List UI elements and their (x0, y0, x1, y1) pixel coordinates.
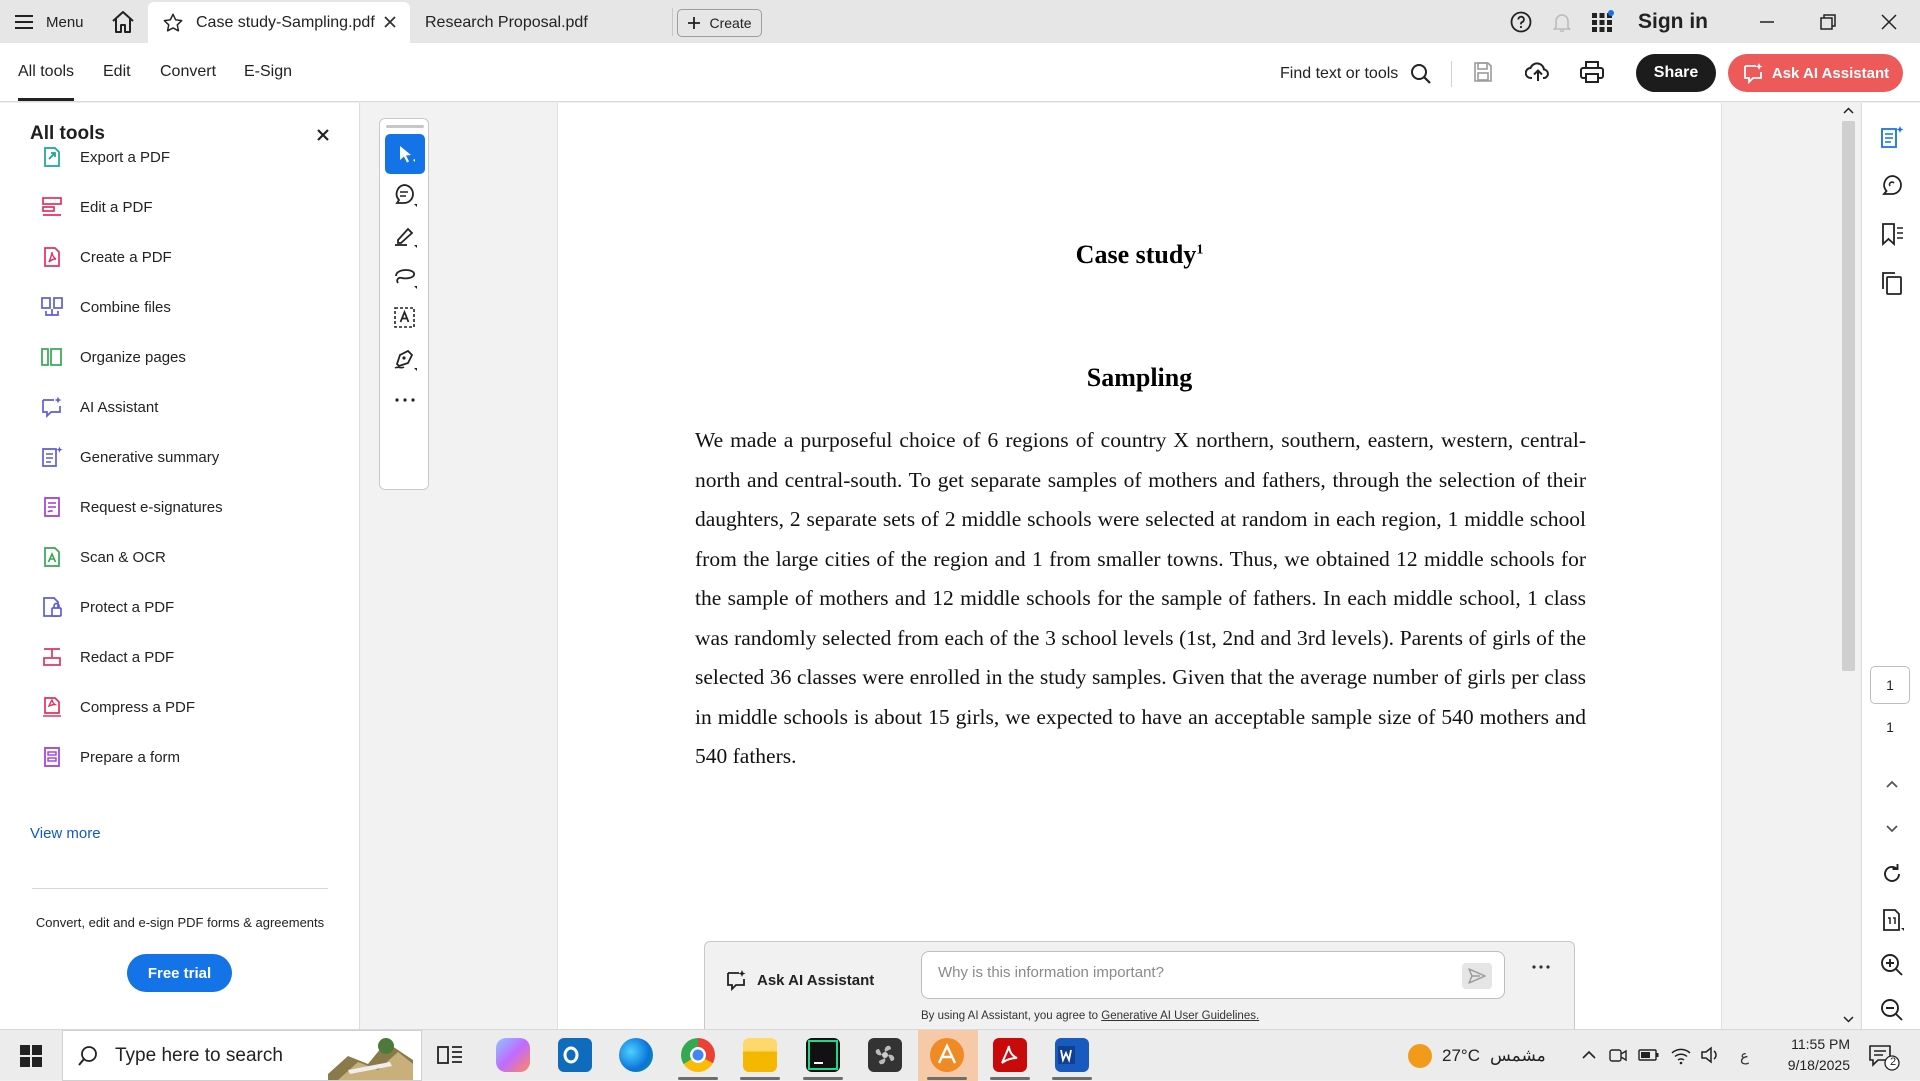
star-icon[interactable] (162, 12, 184, 34)
copy-pages-icon (1879, 270, 1905, 296)
tool-compress-pdf[interactable] (40, 692, 195, 722)
request-esignatures-icon (40, 495, 64, 519)
page-down-button[interactable] (1879, 816, 1905, 842)
restore-button[interactable] (1816, 10, 1840, 34)
outlook-app[interactable] (558, 1038, 592, 1072)
ask-ai-assistant-button[interactable] (1728, 54, 1903, 92)
nav-edit[interactable]: Edit (103, 63, 131, 80)
menu-button[interactable] (14, 10, 84, 34)
scan-ocr-icon (40, 545, 64, 569)
avast-app[interactable] (930, 1038, 964, 1072)
create-button[interactable] (677, 9, 762, 37)
cursor-arrow-icon (394, 143, 416, 165)
word-app[interactable] (1055, 1038, 1089, 1072)
close-panel-button[interactable] (316, 128, 330, 142)
home-button[interactable] (110, 10, 136, 34)
export-pdf-icon (40, 145, 64, 169)
tab-research-proposal[interactable] (410, 2, 672, 43)
freehand-draw-icon (392, 264, 418, 290)
notifications-button[interactable] (1550, 10, 1574, 34)
tab-case-study[interactable] (148, 2, 410, 43)
notification-center[interactable] (1868, 1043, 1900, 1071)
more-tools-button[interactable] (385, 380, 425, 420)
save-button[interactable] (1471, 60, 1497, 86)
drag-handle[interactable] (386, 125, 424, 128)
more-icon (394, 397, 416, 403)
nav-all-tools[interactable]: All tools (18, 63, 75, 80)
help-button[interactable] (1509, 10, 1533, 34)
word-icon (1055, 1038, 1089, 1072)
bookmark-icon (1879, 221, 1905, 247)
rotate-button[interactable] (1879, 861, 1905, 887)
redact-pdf-icon (40, 645, 64, 669)
windows-taskbar (0, 1029, 1920, 1080)
title-bar (0, 0, 1920, 43)
tool-label: Combine files (80, 298, 171, 316)
input-language[interactable]: ع (1740, 1048, 1749, 1065)
send-icon (1468, 968, 1486, 984)
acrobat-icon (993, 1038, 1027, 1072)
tool-label: Redact a PDF (80, 648, 175, 666)
battery-icon (1638, 1047, 1660, 1063)
right-rail (1861, 103, 1920, 1029)
meet-now-tray[interactable] (1608, 1046, 1628, 1064)
acrobat-app[interactable] (993, 1038, 1027, 1072)
zoom-in-button[interactable] (1879, 952, 1905, 978)
rotate-icon (1879, 861, 1905, 887)
tool-create-pdf[interactable] (40, 242, 172, 272)
comment-icon (1879, 172, 1905, 198)
volume-tray[interactable] (1700, 1045, 1722, 1065)
file-explorer-app[interactable] (743, 1038, 777, 1072)
tool-prepare-form[interactable] (40, 742, 180, 772)
tool-combine-files[interactable] (40, 292, 171, 322)
edit-pdf-icon (40, 195, 64, 219)
printer-icon (1579, 60, 1605, 84)
footnote-marker: 1 (1196, 242, 1204, 258)
ai-button-label: Ask AI Assistant (1771, 64, 1890, 82)
chevron-up-icon (1879, 771, 1905, 797)
page-up-button[interactable] (1879, 771, 1905, 797)
text-box-icon (392, 305, 418, 331)
text-tool[interactable] (385, 298, 425, 338)
tool-label: Compress a PDF (80, 698, 196, 716)
protect-pdf-icon (40, 595, 64, 619)
sign-tool[interactable] (385, 339, 425, 379)
all-tools-panel (0, 103, 360, 1029)
pycharm-icon (806, 1038, 840, 1072)
combine-files-icon (40, 295, 64, 319)
sun-icon (1408, 1044, 1432, 1068)
ai-bar-label[interactable] (725, 969, 874, 991)
menu-label: Menu (46, 13, 84, 31)
close-icon (316, 128, 330, 142)
copilot-app[interactable] (496, 1038, 530, 1072)
vertical-scrollbar[interactable] (1839, 105, 1858, 1027)
ai-bar-title: Ask AI Assistant (757, 971, 875, 989)
outlook-icon (558, 1038, 592, 1072)
show-hidden-icons[interactable] (1580, 1046, 1598, 1064)
comment-icon (392, 182, 418, 208)
speaker-icon (1700, 1045, 1722, 1065)
tool-label: Organize pages (80, 348, 186, 366)
battery-tray[interactable] (1638, 1047, 1660, 1063)
section-heading: Sampling (1086, 363, 1193, 392)
scroll-up-icon[interactable] (1839, 105, 1858, 117)
tool-label: Create a PDF (80, 248, 172, 266)
clock-date: 9/18/2025 (1787, 1057, 1850, 1073)
tool-protect-pdf[interactable] (40, 592, 174, 622)
tool-label: Generative summary (80, 448, 220, 466)
sign-in-button[interactable]: Sign in (1638, 10, 1708, 33)
tool-label: Protect a PDF (80, 598, 175, 616)
comment-tool[interactable] (385, 175, 425, 215)
chevron-down-icon (1879, 816, 1905, 842)
search-highlight-image (328, 1034, 413, 1080)
chrome-app[interactable] (681, 1038, 715, 1072)
scrollbar-thumb[interactable] (1842, 121, 1855, 671)
tool-label: Edit a PDF (80, 198, 153, 216)
highlight-tool[interactable] (385, 216, 425, 256)
promo-text: Convert, edit and e-sign PDF forms & agreements (35, 915, 325, 930)
help-icon (1509, 10, 1533, 34)
tool-label: Export a PDF (80, 148, 171, 166)
generative-summary-icon (1879, 124, 1905, 150)
draw-tool[interactable] (385, 257, 425, 297)
more-icon (1531, 964, 1551, 970)
rail-pages[interactable] (1879, 270, 1905, 296)
tool-request-esignatures[interactable] (40, 492, 223, 522)
hamburger-icon (14, 14, 34, 30)
guidelines-link[interactable]: Generative AI User Guidelines. (1101, 1010, 1260, 1022)
close-window-button[interactable] (1877, 10, 1901, 34)
main-toolbar (0, 43, 1920, 102)
fan-icon (868, 1038, 902, 1072)
tool-scan-ocr[interactable] (40, 542, 166, 572)
plus-icon (687, 16, 701, 30)
notification-count: 2 (1889, 1056, 1897, 1068)
document-body: We made a purposeful choice of 6 regions of country X northern, southern, eastern, western, central-north and central-south. To get separate samples of mothers and fathers, through the selection of their daughters, 2 separate sets of 2 middle schools were selected at random in each region, 1 middle school from the large cities of the region and 1 from smaller towns. Thus, we obtained 12 middle schools for the sample of mothers and 12 middle schools for the sample of fathers. In each middle school, 1 class was randomly selected from each of the 3 school levels (1st, 2nd and 3rd levels). Parents of girls of the selected 36 classes were enrolled in the study samples. Given that the average number of girls per class in middle schools is about 15 girls, we expected to have an acceptable sample size of 540 mothers and 540 fathers. (695, 428, 1586, 768)
task-view-button[interactable] (437, 1043, 463, 1067)
search-placeholder: Type here to search (115, 1044, 283, 1066)
ai-question-field[interactable] (921, 951, 1505, 999)
taskbar-search[interactable] (62, 1030, 422, 1081)
ai-assistant-icon (1742, 62, 1764, 84)
disclaimer-text: By using AI Assistant, you agree to (921, 1010, 1102, 1022)
generative-summary-icon (40, 445, 64, 469)
rail-bookmarks[interactable] (1879, 221, 1905, 247)
wifi-tray[interactable] (1670, 1045, 1692, 1065)
ai-assistant-icon (725, 969, 747, 991)
weather-condition: مشمس (1489, 1046, 1546, 1065)
ai-assistant-bar (704, 941, 1575, 1029)
ai-disclaimer (921, 1010, 1259, 1022)
rail-generative-summary[interactable] (1879, 124, 1905, 150)
scroll-down-icon[interactable] (1839, 1013, 1858, 1025)
minimize-icon (1755, 10, 1779, 34)
rail-comments[interactable] (1879, 172, 1905, 198)
find-label: Find text or tools (1280, 65, 1399, 82)
nav-convert[interactable]: Convert (160, 63, 217, 80)
title-text: Case study (1075, 240, 1197, 269)
tool-ai-assistant[interactable] (40, 392, 158, 422)
wifi-icon (1670, 1045, 1692, 1065)
tab-divider (672, 8, 673, 36)
page-display-icon (1879, 907, 1905, 933)
tool-edit-pdf[interactable] (40, 192, 153, 222)
total-pages: 1 (1886, 719, 1894, 735)
prepare-form-icon (40, 745, 64, 769)
compress-pdf-icon (40, 695, 64, 719)
edge-app[interactable] (619, 1038, 653, 1072)
avast-icon (930, 1038, 964, 1072)
free-trial-button[interactable]: Free trial (127, 954, 232, 992)
current-page-input[interactable]: 1 (1870, 666, 1910, 704)
bell-icon (1550, 10, 1574, 34)
weather-temp: 27°C (1442, 1046, 1480, 1065)
camera-icon (1608, 1046, 1628, 1064)
system-clock[interactable] (1760, 1034, 1850, 1076)
nav-e-sign[interactable]: E-Sign (244, 63, 293, 80)
pdf-page[interactable] (557, 103, 1722, 1029)
save-icon (1471, 60, 1495, 84)
search-icon (77, 1045, 99, 1067)
clock-time: 11:55 PM (1791, 1036, 1850, 1052)
upload-cloud-button[interactable] (1525, 60, 1551, 86)
pen-sign-icon (392, 346, 418, 372)
apps-button[interactable] (1590, 10, 1614, 34)
ai-question-input[interactable] (938, 964, 1438, 981)
task-view-icon (437, 1043, 463, 1067)
chevron-up-icon (1580, 1046, 1598, 1064)
ai-assistant-icon (40, 395, 64, 419)
tool-label: Request e-signatures (80, 498, 223, 516)
restore-icon (1816, 10, 1840, 34)
find-text-or-tools[interactable] (1280, 63, 1432, 85)
panel-divider (32, 888, 328, 889)
tool-label: AI Assistant (80, 398, 159, 416)
tool-label: Scan & OCR (80, 548, 166, 566)
tool-redact-pdf[interactable] (40, 642, 174, 672)
zoom-out-icon (1879, 997, 1905, 1023)
apps-grid-icon (1590, 10, 1614, 34)
windows-logo-icon (20, 1045, 42, 1067)
print-button[interactable] (1579, 60, 1605, 86)
tool-export-pdf[interactable] (40, 142, 170, 172)
tool-organize-pages[interactable] (40, 342, 186, 372)
home-icon (110, 10, 136, 34)
tool-label: Prepare a form (80, 748, 181, 766)
close-icon (1877, 10, 1901, 34)
share-button[interactable]: Share (1636, 54, 1716, 92)
document-area (361, 103, 1860, 1029)
create-label: Create (709, 15, 752, 31)
start-button[interactable] (20, 1045, 42, 1067)
ai-more-button[interactable] (1531, 964, 1551, 970)
zoom-out-button[interactable] (1879, 997, 1905, 1023)
panel-title: All tools (30, 123, 105, 144)
view-more-link[interactable]: View more (30, 825, 101, 842)
tab-label: Research Proposal.pdf (425, 13, 588, 31)
toolbar-divider (1451, 61, 1452, 87)
minimize-button[interactable] (1755, 10, 1779, 34)
page-fit-button[interactable] (1879, 907, 1905, 933)
search-icon (1410, 63, 1432, 85)
quick-tools-bar (379, 118, 429, 490)
chrome-icon (681, 1038, 715, 1072)
close-tab-icon[interactable] (382, 14, 398, 30)
select-tool[interactable] (385, 134, 425, 174)
document-title (558, 240, 1721, 270)
pycharm-app[interactable] (806, 1038, 840, 1072)
weather-widget[interactable] (1408, 1044, 1546, 1068)
send-button[interactable] (1462, 963, 1492, 989)
organize-pages-icon (40, 345, 64, 369)
tab-label: Case study-Sampling.pdf (196, 13, 375, 31)
settings-app[interactable] (868, 1038, 902, 1072)
zoom-in-icon (1879, 952, 1905, 978)
tool-generative-summary[interactable] (40, 442, 219, 472)
highlighter-icon (392, 223, 418, 249)
create-pdf-icon (40, 245, 64, 269)
cloud-upload-icon (1525, 60, 1551, 84)
